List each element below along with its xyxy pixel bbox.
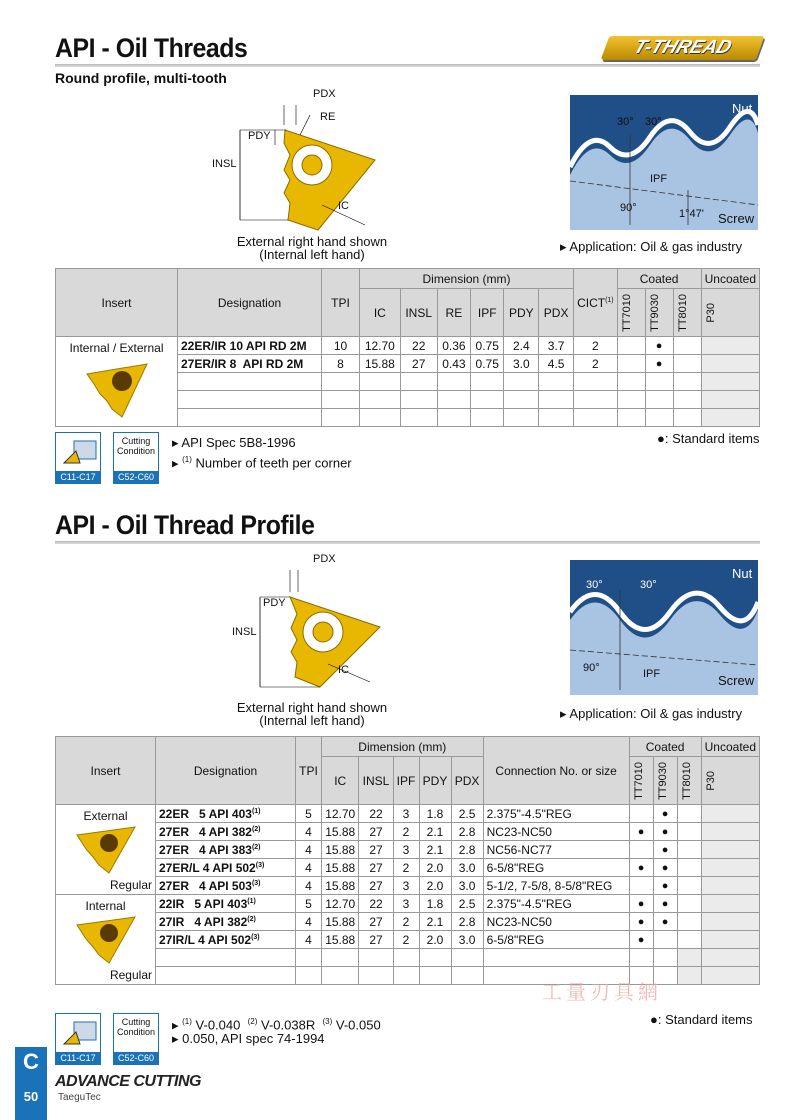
t2-dim: 3.0 [451, 877, 483, 895]
t2-tpi: 4 [296, 859, 322, 877]
section-tab-letter: C [23, 1049, 39, 1074]
t2-insert-label: External [83, 809, 128, 823]
table-row [56, 913, 760, 931]
t2-dim: 27 [359, 931, 393, 949]
t1-dim: 0.36 [437, 337, 470, 355]
insert-photo-icon [82, 359, 152, 419]
table-row [56, 805, 760, 823]
t1-h-tpi: TPI [322, 269, 360, 337]
t2-dim: 2.5 [451, 895, 483, 913]
t2-conn: 6-5/8"REG [483, 859, 629, 877]
t2-mark [677, 931, 701, 949]
t2-dim: 15.88 [322, 877, 359, 895]
watermark: 工量刃具網 [542, 980, 662, 1004]
t2-conn: NC56-NC77 [483, 841, 629, 859]
t1-tpi: 10 [322, 337, 360, 355]
insert-photo-icon [71, 823, 141, 875]
t2-des [156, 931, 296, 949]
t2-des-text: 27IR 4 API 382 [159, 914, 248, 929]
t2-dim: 3.0 [451, 931, 483, 949]
standard-items-2: ●: Standard items [650, 1012, 753, 1027]
t1-cict: 2 [574, 355, 618, 373]
t1-mark: ● [645, 337, 673, 355]
note2-2-text: 0.050, API spec 74-1994 [182, 1031, 325, 1046]
profile2-angle-b: 30° [640, 579, 657, 591]
cutting-condition-badge-1[interactable] [113, 432, 159, 484]
table-row [56, 877, 760, 895]
t2-tpi: 4 [296, 841, 322, 859]
note2-text-c: V-0.050 [335, 1017, 381, 1033]
note-2-text: Number of teeth per corner [195, 455, 352, 471]
t2-dim: 2.1 [419, 823, 451, 841]
t2-dim: 2.1 [419, 841, 451, 859]
t2-dim: 2.0 [419, 877, 451, 895]
t2-conn: NC23-NC50 [483, 823, 629, 841]
profile2-angle-a: 30° [586, 579, 603, 591]
t2-mark: ● [653, 859, 677, 877]
profile1-taper: 1°47' [679, 208, 704, 220]
table-row-empty [56, 949, 760, 967]
t2-dim: 2.8 [451, 841, 483, 859]
table-row [56, 841, 760, 859]
t1-h-cict-text: CICT [577, 295, 606, 310]
note2-sup-c: (3) [322, 1017, 333, 1026]
t2-mark [701, 805, 759, 823]
table-1 [55, 268, 760, 427]
footer-logo-sub: TaeguTec [58, 1092, 101, 1103]
t2-grade-text: P30 [704, 770, 717, 791]
brand-logo [601, 36, 765, 60]
caption-1 [212, 235, 412, 261]
table-row [56, 895, 760, 913]
t2-mark [677, 823, 701, 841]
t2-mark: ● [629, 895, 653, 913]
badge-right-label: C52-C60 [114, 471, 158, 483]
t2-mark [629, 805, 653, 823]
note2-sup-b: (2) [247, 1017, 258, 1026]
t1-dim: 0.75 [471, 355, 504, 373]
t2-grade-text: TT7010 [632, 761, 645, 800]
t2-h-grade [677, 757, 701, 805]
t1-mark [673, 355, 701, 373]
label-pdx: PDX [313, 88, 336, 100]
t2-h-insert: Insert [56, 737, 156, 805]
application-1: ▸ Application: Oil & gas industry [560, 239, 743, 254]
section1-title: API - Oil Threads [55, 33, 248, 63]
t1-h-cict [574, 269, 618, 337]
note2-sup-a: (1) [182, 1017, 192, 1026]
t2-dim: 27 [359, 823, 393, 841]
thread-profile-1 [570, 95, 758, 230]
brand-text: T-THREAD [630, 37, 735, 58]
t2-des-sup: (1) [251, 807, 261, 815]
t1-insert-label: Internal / External [69, 341, 164, 355]
t2-dim: 15.88 [322, 841, 359, 859]
t1-h-dimension: Dimension (mm) [360, 269, 574, 289]
page-number: 50 [23, 1089, 39, 1104]
profile2-ipf: IPF [643, 668, 661, 680]
t1-h-grade [617, 289, 645, 337]
t2-des-text: 22ER 5 API 403 [159, 806, 252, 821]
t2-mark: ● [629, 823, 653, 841]
t2-h-coated: Coated [629, 737, 701, 757]
standard-items-1: ●: Standard items [657, 431, 760, 446]
t1-h-grade [645, 289, 673, 337]
label-re: RE [320, 111, 336, 123]
t2-dim: 2 [393, 823, 419, 841]
t2-des-sup: (3) [255, 861, 265, 869]
t2-insert-label: Internal [85, 899, 126, 913]
caption-line-1: External right hand shown [236, 234, 388, 249]
toolholder-icon [56, 433, 100, 471]
t1-des: 22ER/IR 10 API RD 2M [178, 337, 322, 355]
table-row [56, 859, 760, 877]
t1-grade-text: TT9030 [648, 293, 661, 332]
t1-dim: 12.70 [360, 337, 401, 355]
t2-h-uncoated: Uncoated [701, 737, 759, 757]
t2-insert-cell [56, 805, 156, 895]
t2-mark: ● [653, 805, 677, 823]
t2-h-dim: INSL [359, 757, 393, 805]
t1-mark [673, 337, 701, 355]
t1-h-dim: PDX [539, 289, 574, 337]
t2-des-text: 27ER/L 4 API 502 [159, 860, 256, 875]
label-insl: INSL [212, 158, 237, 170]
t2-h-conn: Connection No. or size [483, 737, 629, 805]
t1-mark: ● [645, 355, 673, 373]
note-1: ▸ API Spec 5B8-1996 [172, 435, 296, 450]
t1-dim: 3.7 [539, 337, 574, 355]
t2-des-sup: (2) [251, 843, 261, 851]
label2-insl: INSL [232, 626, 257, 638]
t2-dim: 2 [393, 931, 419, 949]
t1-h-designation: Designation [178, 269, 322, 337]
t1-dim: 0.43 [437, 355, 470, 373]
table-row [56, 931, 760, 949]
t2-dim: 15.88 [322, 859, 359, 877]
t2-dim: 3 [393, 805, 419, 823]
t1-h-dim: IC [360, 289, 401, 337]
t2-des [156, 823, 296, 841]
t2-mark [701, 841, 759, 859]
t2-dim: 2 [393, 913, 419, 931]
t2-h-dim: IC [322, 757, 359, 805]
t2-mark [701, 859, 759, 877]
profile1-ipf: IPF [650, 173, 668, 185]
t1-grade-text: TT7010 [620, 293, 633, 332]
t2-des [156, 805, 296, 823]
t2-tpi: 4 [296, 913, 322, 931]
t2-mark [701, 931, 759, 949]
t2-tpi: 4 [296, 931, 322, 949]
t2-des-text: 27ER 4 API 382 [159, 824, 252, 839]
t2-insert-cell [56, 895, 156, 985]
t1-h-grade [673, 289, 701, 337]
t2-des-sup: (2) [247, 915, 256, 923]
note2-text-a: V-0.040 [195, 1017, 241, 1033]
t2-tpi: 5 [296, 805, 322, 823]
caption-line-2: (Internal left hand) [259, 247, 365, 262]
t1-dim: 0.75 [471, 337, 504, 355]
t2-tpi: 5 [296, 895, 322, 913]
t2-mark [677, 805, 701, 823]
t2-h-designation: Designation [156, 737, 296, 805]
t2-tpi: 4 [296, 877, 322, 895]
t2-des-text: 27ER 4 API 383 [159, 842, 252, 857]
t2-mark [701, 877, 759, 895]
t2-dim: 2 [393, 859, 419, 877]
t2-dim: 3 [393, 877, 419, 895]
t2-mark [677, 877, 701, 895]
t1-h-grade [701, 289, 759, 337]
t2-dim: 3.0 [451, 859, 483, 877]
t2-dim: 1.8 [419, 895, 451, 913]
t2-mark [629, 841, 653, 859]
t2-dim: 2.5 [451, 805, 483, 823]
t2-dim: 22 [359, 895, 393, 913]
t2-des-sup: (3) [251, 879, 261, 887]
t2-des [156, 877, 296, 895]
t2-h-dim: PDX [451, 757, 483, 805]
application-2-text: Application: Oil & gas industry [569, 706, 743, 721]
t2-mark [629, 877, 653, 895]
title-rule [55, 64, 760, 67]
badge-left-label: C11-C17 [56, 471, 100, 483]
t2-dim: 3 [393, 895, 419, 913]
section-tab [15, 1047, 47, 1120]
t2-conn: 2.375"-4.5"REG [483, 805, 629, 823]
t1-dim: 4.5 [539, 355, 574, 373]
t2-dim: 2.1 [419, 913, 451, 931]
toolholder-badge-1[interactable] [55, 432, 101, 484]
label-pdy: PDY [248, 130, 271, 142]
badge2-right-top-label: Cutting Condition [116, 1017, 156, 1037]
t2-mark: ● [653, 823, 677, 841]
table-row [56, 337, 760, 355]
t2-des-text: 27IR/L 4 API 502 [159, 932, 252, 947]
t2-dim: 27 [359, 841, 393, 859]
t2-h-grade [701, 757, 759, 805]
t2-mark [701, 823, 759, 841]
t1-mark [617, 355, 645, 373]
label2-ic: IC [338, 664, 349, 676]
label-ic: IC [338, 200, 349, 212]
t1-dim: 27 [400, 355, 437, 373]
profile1-angle-a: 30° [617, 116, 634, 128]
t2-mark [677, 841, 701, 859]
profile1-angle-b: 30° [645, 116, 662, 128]
caption2-line-2: (Internal left hand) [259, 713, 365, 728]
t2-h-dim: PDY [419, 757, 451, 805]
badge2-left-label: C11-C17 [56, 1052, 100, 1064]
t2-des [156, 859, 296, 877]
t2-mark [701, 895, 759, 913]
t1-grade-text: TT8010 [676, 293, 689, 332]
application-2: ▸ Application: Oil & gas industry [560, 706, 743, 721]
badge-right-top-label: Cutting Condition [116, 436, 156, 456]
t2-mark [677, 913, 701, 931]
table-2 [55, 736, 760, 985]
table-row [56, 823, 760, 841]
t2-des-text: 22IR 5 API 403 [159, 896, 248, 911]
t2-dim: 15.88 [322, 931, 359, 949]
t2-mark [677, 859, 701, 877]
t2-conn: 5-1/2, 7-5/8, 8-5/8"REG [483, 877, 629, 895]
t2-mark [701, 913, 759, 931]
note-2: ▸ $^{(1)}$ Number of teeth per corner [172, 455, 352, 471]
t2-mark: ● [629, 859, 653, 877]
t2-grade-text: TT9030 [656, 761, 669, 800]
note-1-text: API Spec 5B8-1996 [181, 435, 296, 450]
t2-dim: 12.70 [322, 895, 359, 913]
t1-h-cict-sup: (1) [605, 296, 614, 304]
t2-dim: 15.88 [322, 823, 359, 841]
t1-dim: 22 [400, 337, 437, 355]
t2-des [156, 841, 296, 859]
application-1-text: Application: Oil & gas industry [569, 239, 743, 254]
t2-insert-sub: Regular [109, 968, 152, 982]
title-rule-2 [55, 541, 760, 544]
t2-mark: ● [653, 895, 677, 913]
t2-dim: 27 [359, 859, 393, 877]
cutting-condition-badge-2[interactable] [113, 1013, 159, 1065]
t1-mark [617, 337, 645, 355]
t1-dim: 3.0 [504, 355, 539, 373]
t2-mark: ● [653, 877, 677, 895]
t2-tpi: 4 [296, 823, 322, 841]
t2-dim: 27 [359, 877, 393, 895]
t2-mark: ● [629, 931, 653, 949]
t1-dim: 15.88 [360, 355, 401, 373]
t2-conn: NC23-NC50 [483, 913, 629, 931]
t2-insert-sub: Regular [109, 878, 152, 892]
t2-dim: 12.70 [322, 805, 359, 823]
profile2-screw: Screw [718, 673, 755, 688]
caption2-line-1: External right hand shown [236, 700, 388, 715]
t2-conn: 2.375"-4.5"REG [483, 895, 629, 913]
t1-dim: 2.4 [504, 337, 539, 355]
note2-text-b: V-0.038R [261, 1017, 316, 1033]
t2-dim: 1.8 [419, 805, 451, 823]
t2-des [156, 895, 296, 913]
t2-dim: 3 [393, 841, 419, 859]
t1-grade-text: P30 [704, 302, 717, 323]
toolholder-icon [56, 1014, 100, 1052]
t2-grade-text: TT8010 [680, 761, 693, 800]
toolholder-badge-2[interactable] [55, 1013, 101, 1065]
t1-h-dim: INSL [400, 289, 437, 337]
t2-h-dim: IPF [393, 757, 419, 805]
t1-tpi: 8 [322, 355, 360, 373]
footer-logo: ADVANCE CUTTING [55, 1073, 201, 1090]
t1-h-coated: Coated [617, 269, 701, 289]
t1-h-dim: IPF [471, 289, 504, 337]
profile1-nut: Nut [732, 101, 753, 116]
t2-dim: 27 [359, 913, 393, 931]
insert-photo-icon [71, 913, 141, 965]
t1-insert-cell [56, 337, 178, 427]
t1-des: 27ER/IR 8 API RD 2M [178, 355, 322, 373]
note2-1: ▸ $^{(1)}$ V-0.040 $^{(2)}$ V-0.038R $^{(3)}$ V-0.050 [172, 1017, 381, 1033]
t1-h-uncoated: Uncoated [701, 269, 759, 289]
t2-conn: 6-5/8"REG [483, 931, 629, 949]
t2-dim: 15.88 [322, 913, 359, 931]
note-2-sup: (1) [182, 455, 192, 464]
t2-mark: ● [653, 841, 677, 859]
t1-h-dim: RE [437, 289, 470, 337]
t1-cict: 2 [574, 337, 618, 355]
caption-2 [212, 701, 412, 727]
t2-dim: 2.8 [451, 823, 483, 841]
t1-h-insert: Insert [56, 269, 178, 337]
profile2-right-angle: 90° [583, 662, 600, 674]
t1-mark [701, 355, 759, 373]
t2-des-sup: (3) [251, 933, 260, 941]
label2-pdx: PDX [313, 553, 336, 565]
label2-pdy: PDY [263, 597, 286, 609]
t2-dim: 2.0 [419, 859, 451, 877]
section1-subtitle: Round profile, multi-tooth [55, 70, 227, 86]
t2-des-sup: (2) [251, 825, 261, 833]
profile1-screw: Screw [718, 211, 755, 226]
t2-des [156, 913, 296, 931]
profile2-nut: Nut [732, 566, 753, 581]
t2-dim: 2.8 [451, 913, 483, 931]
note2-2: ▸ 0.050, API spec 74-1994 [172, 1031, 325, 1046]
section2-title: API - Oil Thread Profile [55, 510, 315, 540]
t1-mark [701, 337, 759, 355]
t2-h-dimension: Dimension (mm) [322, 737, 484, 757]
profile1-right-angle: 90° [620, 202, 637, 214]
t2-mark: ● [653, 913, 677, 931]
t2-dim: 2.0 [419, 931, 451, 949]
t2-h-tpi: TPI [296, 737, 322, 805]
t1-h-dim: PDY [504, 289, 539, 337]
t2-des-sup: (1) [247, 897, 256, 905]
t2-dim: 22 [359, 805, 393, 823]
t2-mark [653, 931, 677, 949]
t2-des-text: 27ER 4 API 503 [159, 878, 252, 893]
t2-mark: ● [629, 913, 653, 931]
t2-mark [677, 895, 701, 913]
t2-h-grade [629, 757, 653, 805]
t2-h-grade [653, 757, 677, 805]
badge2-right-label: C52-C60 [114, 1052, 158, 1064]
